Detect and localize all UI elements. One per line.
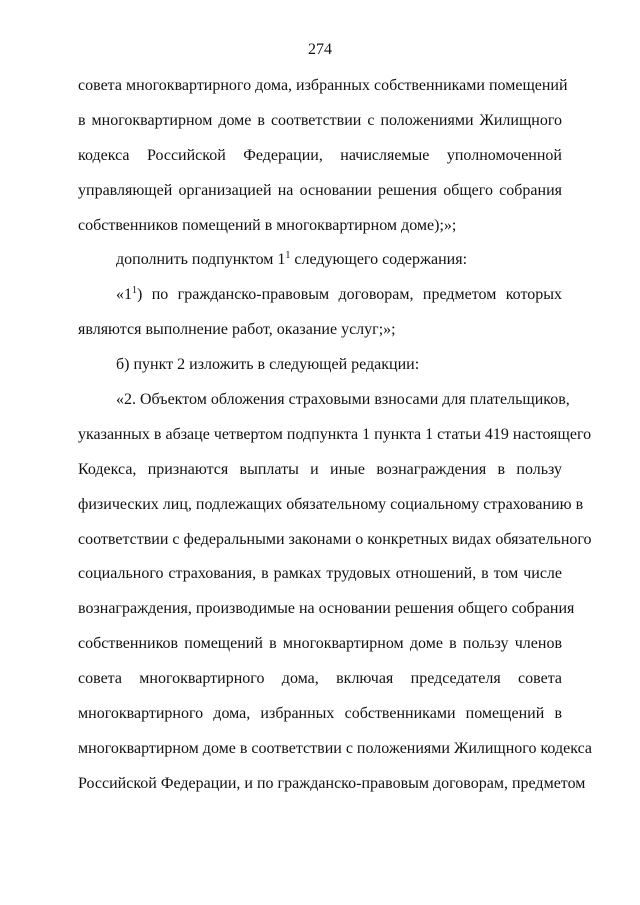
text-line (78, 564, 562, 599)
text-segment: управляющей организацией на основании решения общего собрания (78, 181, 562, 199)
text-segment: являются выполнение работ, оказание услуг;»; (78, 321, 396, 339)
text-line (78, 111, 562, 146)
superscript: 1 (132, 285, 137, 297)
text-segment: в многоквартирном доме в соответствии с положениями Жилищного (78, 111, 562, 129)
text-line (78, 146, 562, 181)
page-number: 274 (308, 41, 332, 58)
text-line (78, 320, 562, 355)
text-line (78, 669, 562, 704)
text-line (78, 250, 562, 285)
text-segment: совета многоквартирного дома, избранных собственниками помещений (78, 77, 568, 94)
text-line (78, 460, 562, 495)
text-segment: «2. Объектом обложения страховыми взносами для плательщиков, (116, 391, 570, 409)
text-segment: собственников помещений в многоквартирном доме);»; (78, 216, 457, 234)
text-line (78, 739, 592, 774)
text-line (78, 216, 562, 251)
text-segment: соответствии с федеральными законами о конкретных видах обязательного (78, 530, 592, 548)
text-segment: Кодекса, признаются выплаты и иные вознаграждения в пользу (78, 460, 562, 478)
text-segment: б) пункт 2 изложить в следующей редакции: (116, 356, 420, 374)
text-line (78, 285, 562, 320)
text-line (78, 530, 592, 565)
text-line (78, 774, 586, 809)
text-segment: многоквартирного дома, избранных собственниками помещений в (78, 705, 562, 723)
text-line (78, 76, 568, 111)
text-segment: социального страхования, в рамках трудовых отношений, в том числе (78, 565, 562, 583)
text-segment: следующего содержания: (290, 251, 468, 269)
text-line (78, 634, 562, 669)
text-segment: дополнить подпунктом 1 (116, 251, 286, 269)
text-line (78, 425, 592, 460)
text-segment: физических лиц, подлежащих обязательному социальному страхованию в (78, 495, 584, 513)
text-segment: Российской Федерации, и по гражданско-правовым договорам, предметом (78, 774, 586, 792)
text-line (78, 181, 562, 216)
text-segment: указанных в абзаце четвертом подпункта 1 пункта 1 статьи 419 настоящего (78, 425, 592, 443)
text-segment: кодекса Российской Федерации, начисляемые уполномоченной (78, 146, 562, 164)
text-line (78, 495, 584, 530)
text-line (78, 390, 570, 425)
text-line (78, 704, 562, 739)
superscript: 1 (285, 250, 291, 262)
text-segment: совета многоквартирного дома, включая председателя совета (78, 670, 562, 688)
document-body (78, 76, 592, 809)
text-segment: ) по гражданско-правовым договорам, предметом которых (137, 286, 562, 304)
text-line (78, 599, 575, 634)
text-segment: «1 (116, 286, 132, 304)
text-segment: собственников помещений в многоквартирном доме в пользу членов (78, 635, 562, 653)
text-line (78, 355, 562, 390)
text-segment: вознаграждения, производимые на основании решения общего собрания (78, 600, 575, 618)
text-segment: многоквартирном доме в соответствии с положениями Жилищного кодекса (78, 739, 592, 757)
